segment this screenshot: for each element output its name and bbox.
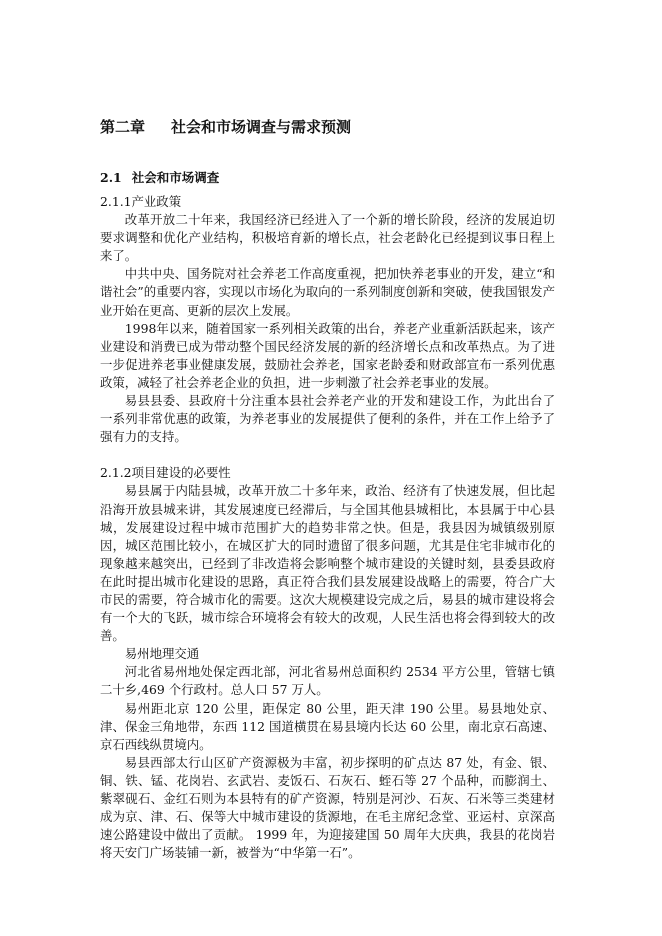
- chapter-heading: [100, 116, 351, 137]
- paragraph: 中共中央、国务院对社会养老工作高度重视，把加快养老事业的开发，建立“和谐社会”的重要内容，实现以市场化为取向的一系列制度创新和突破，使我国银发产业开始在更高、更新的层次上发展。: [100, 266, 555, 318]
- subsection-title-industry-policy: 2.1.1产业政策: [100, 194, 182, 209]
- paragraph: 易县西部太行山区矿产资源极为丰富，初步探明的矿点达 87 处，有金、银、铜、铁、锰、花岗岩、玄武岩、麦饭石、石灰石、蛭石等 27 个品种，而膨润土、紫翠砚石、金红石则为本县特有的矿产资源，特别是河沙、石灰、石米等三类建材成为京、津、石、保等大中城市建设的货源地，在毛主席纪念堂、亚运村、京深高速公路建设中做出了贡献。 1999 年，为迎接建国 50 周年大庆典，我县的花岗岩将天安门广场装铺一新，被誉为“中华第一石”。: [100, 754, 555, 861]
- subsection-title-necessity: 2.1.2项目建设的必要性: [100, 465, 231, 481]
- paragraph: 1998年以来，随着国家一系列相关政策的出台，养老产业重新活跃起来，该产业建设和消费已成为带动整个国民经济发展的新的经济增长点和改革热点。为了进一步促进养老事业健康发展，鼓励社会养老，国家老龄委和财政部宣布一系列优惠政策，减轻了社会养老企业的负担，进一步刺激了社会养老事业的发展。: [100, 320, 555, 390]
- paragraph: 易州距北京 120 公里，距保定 80 公里，距天津 190 公里。易县地处京、津、保金三角地带，东西 112 国道横贯在易县境内长达 60 公里，南北京石高速、京石西线纵贯境内。: [100, 700, 555, 752]
- paragraph-subheading: 易州地理交通: [124, 646, 200, 662]
- paragraph: 易县属于内陆县城，改革开放二十多年来，政治、经济有了快速发展，但比起沿海开放县城来讲，其发展速度已经滞后，与全国其他县城相比，本县属于中心县城，发展建设过程中城市范围扩大的趋势非常之快。但是，我县因为城镇级别原因，城区范围比较小，在城区扩大的同时遗留了很多问题，尤其是住宅非城市化的现象越来越突出，已经到了非改造将会影响整个城市建设的关键时刻，县委县政府在此时提出城市化建设的思路，真正符合我们县发展建设战略上的需要，符合广大市民的需要，符合城市化的需要。这次大规模建设完成之后，易县的城市建设将会有一个大的飞跃，城市综合环境将会有较大的改观，人民生活也将会得到较大的改善。: [100, 483, 555, 644]
- paragraph: 改革开放二十年来，我国经济已经进入了一个新的增长阶段，经济的发展迫切要求调整和优化产业结构，积极培育新的增长点，社会老龄化已经提到议事日程上来了。: [100, 212, 555, 264]
- chapter-number: 第二章: [100, 118, 146, 136]
- paragraph: 河北省易州地处保定西北部，河北省易州总面积约 2534 平方公里，管辖七镇二十乡,469 个行政村。总人口 57 万人。: [100, 664, 555, 698]
- section-title: 社会和市场调查: [131, 170, 220, 185]
- document-body: [100, 193, 555, 862]
- paragraph: 易县县委、县政府十分注重本县社会养老产业的开发和建设工作，为此出台了一系列非常优惠的政策，为养老事业的发展提供了便利的条件，并在工作上给予了强有力的支持。: [100, 393, 555, 445]
- chapter-title: 社会和市场调查与需求预测: [171, 118, 352, 136]
- section-heading: [100, 168, 219, 186]
- section-number: 2.1: [100, 170, 122, 185]
